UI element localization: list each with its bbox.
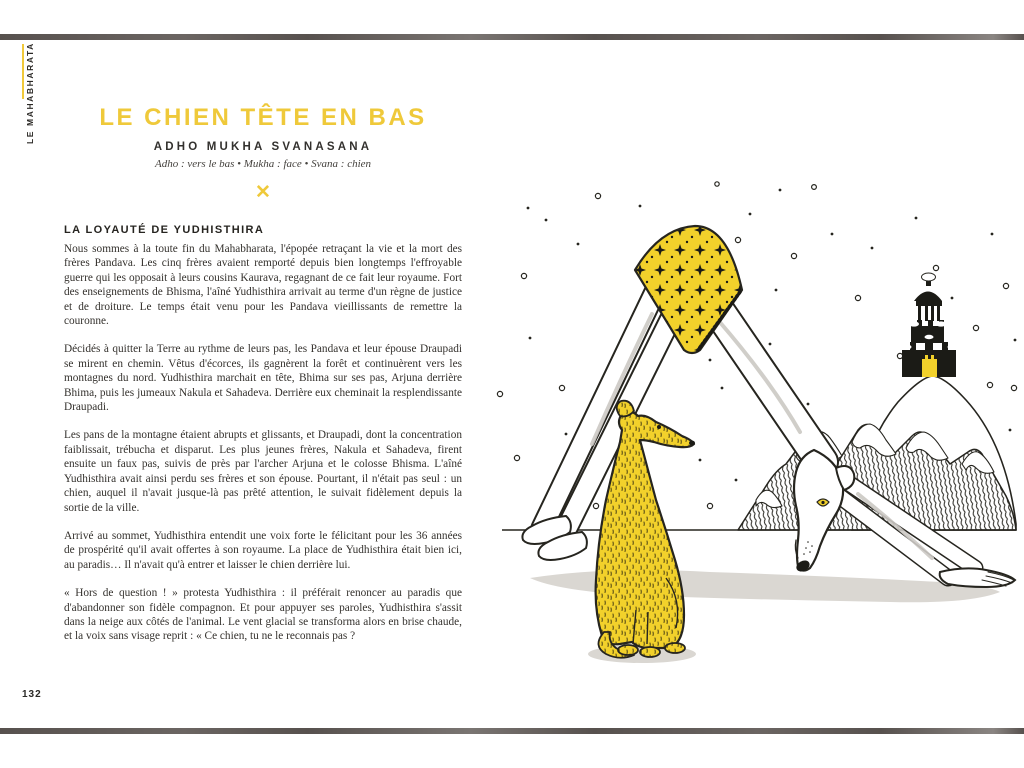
pose-header bbox=[64, 104, 462, 202]
paragraph: Les pans de la montagne étaient abrupts et glissants, et Draupadi, dont la concentration faiblissait, trébucha et disparut. Les plus jeunes frères, Nakula et Sahadeva, firent ensuite un faux pas, suivis de près par l'archer Arjuna et le colosse Bhisma. L'aîné Yudhisthira avait ainsi perdu ses frères et son épouse. Pourtant, il n'était pas seul : un chien, auquel il n'avait jusque-là pas prêté attention, le suivait fidèlement depuis la sortie de la ville. bbox=[64, 429, 462, 514]
pose-etymology: Adho : vers le bas • Mukha : face • Svana : chien bbox=[154, 158, 372, 170]
pose-title: LE CHIEN TÊTE EN BAS bbox=[99, 104, 427, 131]
page-top-edge bbox=[0, 34, 1024, 40]
castle-icon bbox=[902, 273, 957, 377]
paragraph: Décidés à quitter la Terre au rythme de leurs pas, les Pandava et leur épouse Draupadi se mirent en chemin. Vêtus d'écorces, ils gagnèrent la forêt et continuèrent vers les montagnes du nord. Yudhisthira marchait en tête, Bhima sur ses pas, Arjuna derrière Bhima, puis les jumeaux Nakula et Sahadeva. Derrière eux cheminait la resplendissante Draupadi. bbox=[64, 343, 462, 414]
chapter-spine-label: LE MAHABHARATA bbox=[25, 42, 35, 144]
paragraph: Nous sommes à la toute fin du Mahabharata, l'épopée retraçant la vie et la mort des frères Pandava. Les cinq frères avaient remporté depuis bien longtemps l'effroyable guerre qui les opposait à leurs cousins Kaurava, regagnant de ce fait leur royaume. Fort des enseignements de Bhisma, l'aîné Yudhisthira arrivait au terme d'un règne de justice et de droiture. Le temps était venu pour les Pandava vieillissants de remettre la couronne. bbox=[64, 243, 462, 328]
paragraph: Arrivé au sommet, Yudhisthira entendit une voix forte le félicitant pour les 36 années de prospérité qu'il avait offertes à son royaume. La place de Yudhisthira était bien ici, au paradis… Il n'avait qu'à entrer et laisser le chien derrière lui. bbox=[64, 529, 462, 571]
paragraph: « Hors de question ! » protesta Yudhisthira : il préférait renoncer au paradis que d'abandonner son fidèle compagnon. Et pour appuyer ses paroles, Yudhisthira s'assit dans la neige aux côtés de l'animal. Le vent glacial se transforma alors en brise chaude, et la voix sans visage reprit : « Ce chien, tu ne le reconnais pas ? bbox=[64, 587, 462, 643]
story-article bbox=[64, 224, 462, 658]
pose-sanskrit-name: ADHO MUKHA SVANASANA bbox=[153, 141, 373, 153]
page-number: 132 bbox=[22, 689, 42, 700]
spine-accent-rule bbox=[22, 44, 24, 99]
illustration-downward-dog bbox=[470, 180, 1024, 725]
section-heading: LA LOYAUTÉ DE YUDHISTHIRA bbox=[64, 224, 265, 236]
cross-divider-icon: ✕ bbox=[255, 182, 271, 203]
page-bottom-edge bbox=[0, 728, 1024, 734]
